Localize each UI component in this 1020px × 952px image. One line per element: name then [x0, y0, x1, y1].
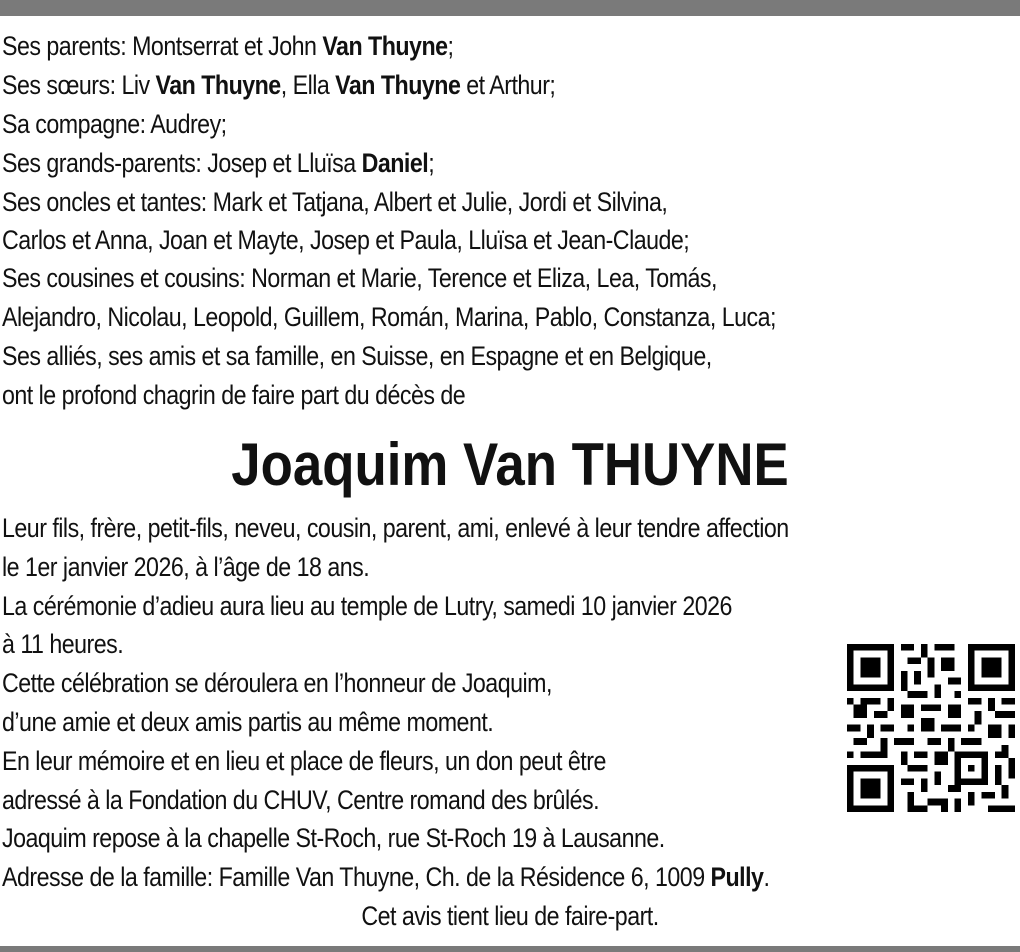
death-date-line: le 1er janvier 2026, à l’âge de 18 ans.: [2, 552, 370, 582]
bottom-rule: [0, 946, 1020, 952]
uncles-aunts-line-1: Ses oncles et tantes: Mark et Tatjana, Albert et Julie, Jordi et Silvina,: [2, 187, 668, 217]
resting-place-line: Joaquim repose à la chapelle St-Roch, rue St-Roch 19 à Lausanne.: [2, 823, 665, 853]
allies-line: Ses alliés, ses amis et sa famille, en Suisse, en Espagne et en Belgique,: [2, 341, 712, 371]
sisters-line: Ses sœurs: Liv Van Thuyne, Ella Van Thuyne et Arthur;: [2, 70, 556, 100]
qr-code-icon: [847, 644, 1015, 812]
donation-line-1: En leur mémoire et en lieu et place de fleurs, un don peut être: [2, 746, 606, 776]
cousins-line-2: Alejandro, Nicolau, Leopold, Guillem, Román, Marina, Pablo, Constanza, Luca;: [2, 302, 776, 332]
ceremony-time-line: à 11 heures.: [2, 629, 124, 659]
celebration-line-1: Cette célébration se déroulera en l’honneur de Joaquim,: [2, 668, 552, 698]
uncles-aunts-line-2: Carlos et Anna, Joan et Mayte, Josep et Paula, Lluïsa et Jean-Claude;: [2, 225, 690, 255]
cousins-line-1: Ses cousines et cousins: Norman et Marie, Terence et Eliza, Lea, Tomás,: [2, 263, 717, 293]
partner-line: Sa compagne: Audrey;: [2, 109, 227, 139]
top-rule: [0, 0, 1020, 16]
parents-line: Ses parents: Montserrat et John Van Thuyne;: [2, 31, 454, 61]
celebration-line-2: d’une amie et deux amis partis au même moment.: [2, 707, 494, 737]
announcement-line: ont le profond chagrin de faire part du décès de: [2, 380, 466, 410]
family-address-line: Adresse de la famille: Famille Van Thuyne, Ch. de la Résidence 6, 1009 Pully.: [2, 862, 770, 892]
closing-line: Cet avis tient lieu de faire-part.: [361, 901, 659, 931]
grandparents-line: Ses grands-parents: Josep et Lluïsa Daniel;: [2, 148, 435, 178]
donation-line-2: adressé à la Fondation du CHUV, Centre romand des brûlés.: [2, 785, 600, 815]
ceremony-line: La cérémonie d’adieu aura lieu au temple de Lutry, samedi 10 janvier 2026: [2, 591, 732, 621]
deceased-name: Joaquim Van THUYNE: [231, 431, 789, 498]
relation-line: Leur fils, frère, petit-fils, neveu, cousin, parent, ami, enlevé à leur tendre affection: [2, 513, 789, 543]
